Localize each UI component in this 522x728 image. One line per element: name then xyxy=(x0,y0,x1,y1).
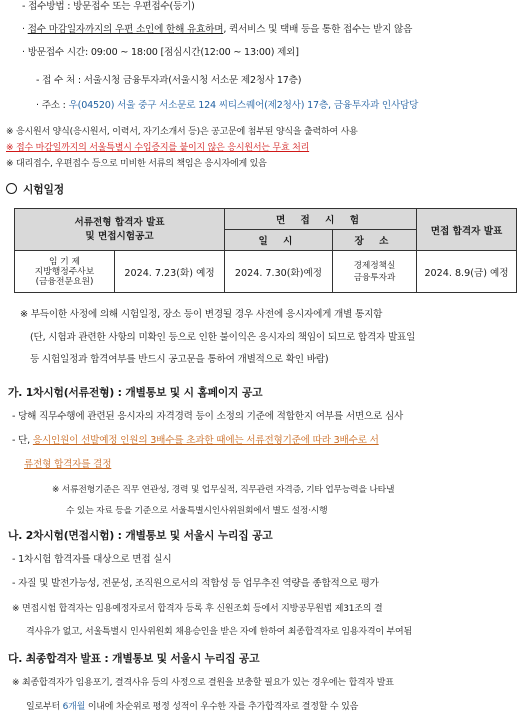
address-street: 서울 중구 서소문로 124 씨티스퀘어(제2청사) 17층, xyxy=(114,100,334,111)
method-line: - 접수방법 : 방문접수 또는 우편접수(등기) xyxy=(22,1,195,12)
stage3-note-2: 일로부터 6개월 이내에 차순위로 평정 성적이 우수한 자를 추가합격자로 결정할 수 있음 xyxy=(26,702,359,712)
stage1-heading: 가. 1차시험(서류전형) : 개별통보 및 시 홈페이지 공고 xyxy=(8,386,263,399)
stage1-highlight-cont: 류전형 합격자를 결정 xyxy=(24,459,112,470)
header-document-screening: 서류전형 합격자 발표 및 면접시험공고 xyxy=(15,209,225,251)
section-heading: 시험일정 xyxy=(6,183,64,196)
caution-detail-2: 등 시험일정과 합격여부를 반드시 공고문을 통하여 개별적으로 확인 바람) xyxy=(30,354,329,365)
exam-schedule-table xyxy=(14,208,517,293)
note-stamp-warning: ※ 접수 마감일까지의 서울특별시 수입증지를 붙이지 않은 응시원서는 무효 처리 xyxy=(6,143,310,153)
stage3-note-1: ※ 최종합격자가 임용포기, 결격사유 등의 사정으로 결원을 보충할 필요가 있는 경우에는 합격자 발표 xyxy=(12,678,394,688)
stage3-heading: 다. 최종합격자 발표 : 개별통보 및 서울시 누리집 공고 xyxy=(8,652,260,665)
visit-time-line: · 방문접수 시간: 09:00 ~ 18:00 [점심시간(12:00 ~ 13:00) 제외] xyxy=(22,47,299,58)
document-result-date: 2024. 7.23(화) 예정 xyxy=(115,251,225,293)
header-final-result: 면접 합격자 발표 xyxy=(417,209,517,251)
stage1-sub-note-1: ※ 서류전형기준은 직무 연관성, 경력 및 업무실적, 직무관련 자격증, 기타 업무능력을 나타낼 xyxy=(52,485,395,495)
note-proxy: ※ 대리접수, 우편접수 등으로 미비한 서류의 책임은 응시자에게 있음 xyxy=(6,159,267,169)
stage2-note-2: 격사유가 없고, 서울특별시 인사위원회 채용승인을 받은 자에 한하여 최종합격자로 임용자격이 부여됨 xyxy=(26,627,413,637)
note-form: ※ 응시원서 양식(응시원서, 이력서, 자기소개서 등)은 공고문에 첨부된 양식을 출력하여 사용 xyxy=(6,127,358,137)
postal-note: · 접수 마감일자까지의 우편 소인에 한해 유효하며, 퀵서비스 및 택배 등을 통한 접수는 받지 않음 xyxy=(22,24,413,35)
address-department: 금융투자과 인사담당 xyxy=(333,100,419,111)
stage1-line-1: - 당해 직무수행에 관련된 응시자의 자격경력 등이 소정의 기준에 적합한지 여부를 서면으로 심사 xyxy=(12,411,404,422)
caution-change: ※ 부득이한 사정에 의해 시험일정, 장소 등이 변경될 경우 사전에 응시자에게 개별 통지함 xyxy=(20,309,383,320)
stage1-highlight: 응시인원이 선발예정 인원의 3배수를 초과한 때에는 서류전형기준에 따라 3배수로 서 xyxy=(32,435,379,446)
stage2-line-1: - 1차시험 합격자를 대상으로 면접 실시 xyxy=(12,554,172,565)
header-interview-date: 일 시 xyxy=(225,230,333,251)
place-line: - 접 수 처 : 서울시청 금융투자과(서울시청 서소문 제2청사 17층) xyxy=(36,75,302,86)
caution-detail-1: (단, 시험과 관련한 사항의 미확인 등으로 인한 불이익은 응시자의 책임이 되므로 합격자 발표일 xyxy=(30,332,416,343)
interview-place: 경제정책실 금융투자과 xyxy=(333,251,417,293)
final-result-date: 2024. 8.9(금) 예정 xyxy=(417,251,517,293)
circle-bullet-icon xyxy=(6,183,17,194)
row-position-title: 임 기 제 지방행정주사보 (금융전문요원) xyxy=(15,251,115,293)
address-postcode: 우(04520) xyxy=(68,100,115,111)
stage3-six-months: 6개월 xyxy=(62,702,86,712)
header-interview: 면 접 시 험 xyxy=(225,209,417,230)
stage2-line-2: - 자질 및 발전가능성, 전문성, 조직원으로서의 적합성 등 업무추진 역량을 종합적으로 평가 xyxy=(12,578,379,589)
header-interview-place: 장 소 xyxy=(333,230,417,251)
interview-date: 2024. 7.30(화)예정 xyxy=(225,251,333,293)
stage1-sub-note-2: 수 있는 자료 등을 기준으로 서울특별시인사위원회에서 별도 설정·시행 xyxy=(66,506,328,516)
stage2-heading: 나. 2차시험(면접시험) : 개별통보 및 서울시 누리집 공고 xyxy=(8,529,273,542)
stage1-line-2: - 단, 응시인원이 선발예정 인원의 3배수를 초과한 때에는 서류전형기준에 따라 3배수로 서 xyxy=(12,435,379,446)
address-line: · 주소 : 우(04520) 서울 중구 서소문로 124 씨티스퀘어(제2청사) 17층, 금융투자과 인사담당 xyxy=(36,100,419,111)
stage2-note-1: ※ 면접시험 합격자는 임용예정자로서 합격자 등록 후 신원조회 등에서 지방공무원법 제31조의 결 xyxy=(12,604,383,614)
postal-note-underlined: 접수 마감일자까지의 우편 소인에 한해 유효하며 xyxy=(27,24,224,35)
